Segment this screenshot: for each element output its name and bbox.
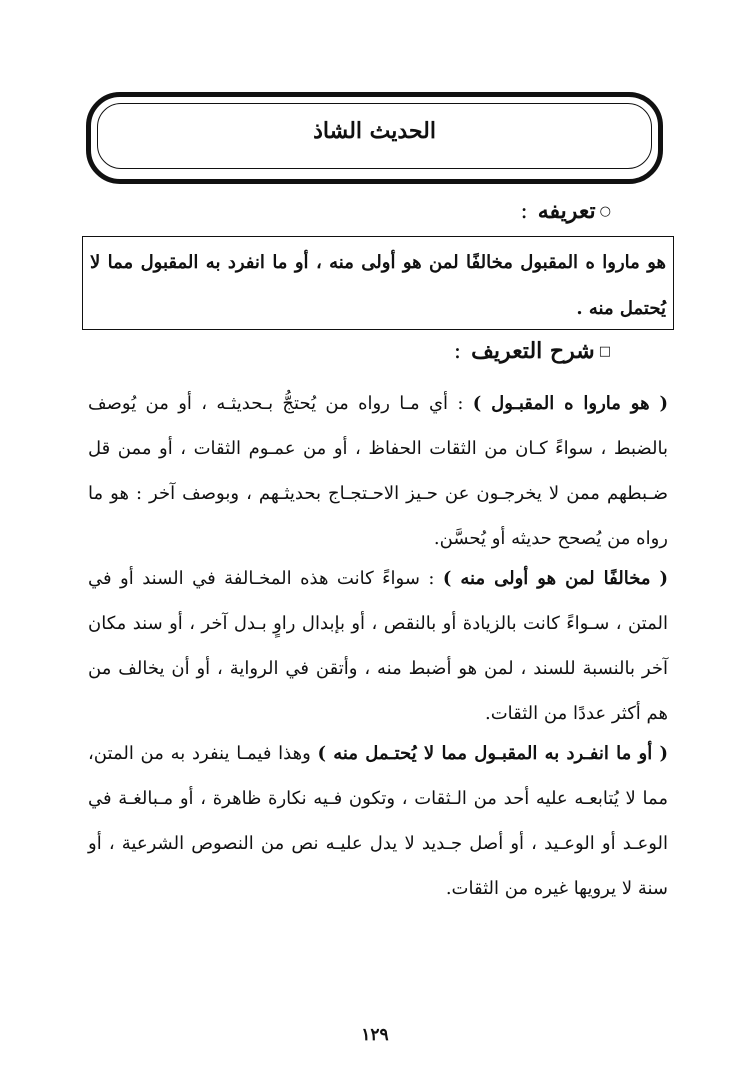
paragraph-1-lead: ( هو ماروا ه المقبـول )	[472, 393, 668, 414]
paragraph-2-text: : سواءً كانت هذه المخـالفة في السند أو في المتن ، سـواءً كانت بالزيادة أو بالنقص ، أو بإبدال راوٍ بـدل آخر ، أو سند مكان آخر بالنسبة للسند ، لمن هو أضبط منه ، وأتقن في الرواية ، أو أن يخالف من هم أكثر عددًا من الثقات.	[88, 568, 668, 724]
explanation-paragraph-1	[88, 381, 668, 561]
square-bullet-icon: □	[598, 343, 611, 359]
explanation-paragraph-3	[88, 731, 668, 911]
explanation-paragraph-2	[88, 556, 668, 736]
explanation-heading-label: شرح التعريف	[471, 338, 595, 364]
paragraph-2-lead: ( مخالفًا لمن هو أولى منه )	[442, 568, 668, 589]
definition-text: هو ماروا ه المقبول مخالفًا لمن هو أولى منه ، أو ما انفرد به المقبول مما لا يُحتمل منه .	[90, 252, 666, 319]
paragraph-1-text: : أي مـا رواه من يُحتجُّ بـحديثـه ، أو من يُوصف بالضبط ، سواءً كـان من الثقات الحفاظ ، أو من عمـوم الثقات ، أو ممن قل ضـبطهم ممن لا يخرجـون عن حـيز الاحـتجـاج بحديثـهم ، وبوصف آخر : هو ما رواه من يُصحح حديثه أو يُحسَّن.	[88, 393, 668, 549]
explanation-heading-colon: :	[453, 338, 462, 364]
chapter-title: الحديث الشاذ	[313, 118, 436, 144]
page-number: ١٢٩	[361, 1025, 389, 1045]
explanation-heading	[454, 338, 611, 364]
paragraph-3-lead: ( أو ما انفـرد به المقبـول مما لا يُحتـمل منه )	[317, 743, 668, 764]
definition-heading-colon: :	[520, 198, 528, 224]
definition-heading-label: تعريفه	[537, 198, 596, 224]
circle-bullet-icon: ○	[599, 203, 611, 219]
paragraph-3-text: وهذا فيمـا ينفرد به من المتن، مما لا يُتابعـه عليه أحد من الـثقات ، وتكون فـيه نكارة ظاهرة ، أو مـبالغـة في الوعـد أو الوعـيد ، أو أصل جـديد لا يدل عليـه نص من النصوص الشرعية ، أو سنة لا يرويها غيره من الثقات.	[88, 743, 668, 899]
definition-heading	[520, 198, 611, 224]
